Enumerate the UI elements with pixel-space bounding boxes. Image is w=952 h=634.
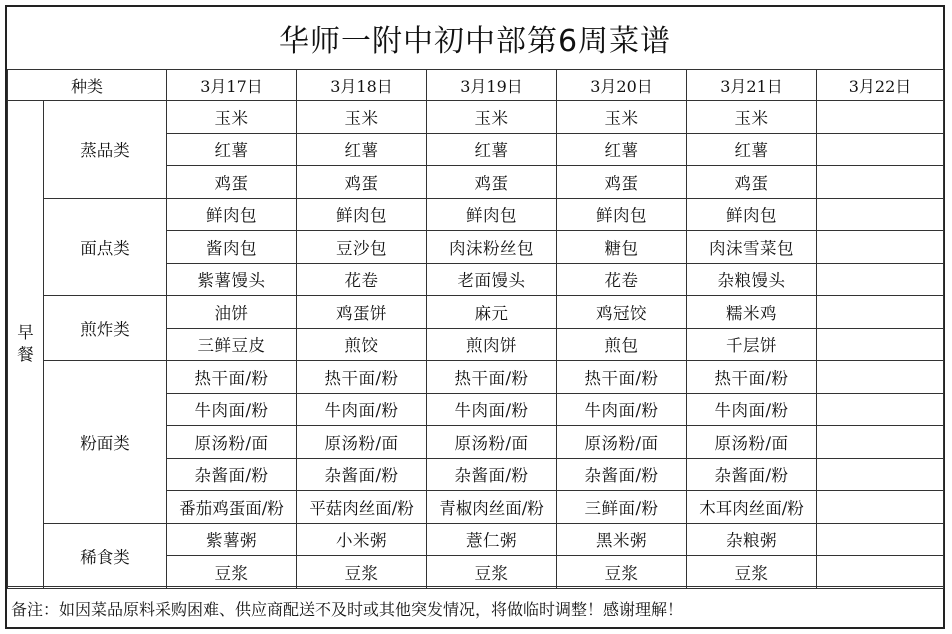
category-header: 种类: [8, 70, 167, 101]
dish-cell: [817, 101, 944, 134]
dish-cell: 红薯: [427, 133, 557, 166]
dish-cell: [817, 296, 944, 329]
dish-cell: 鸡蛋: [427, 166, 557, 199]
dish-cell: 原汤粉/面: [427, 426, 557, 459]
dish-cell: 热干面/粉: [167, 361, 297, 394]
dish-cell: 鸡蛋: [687, 166, 817, 199]
dish-cell: 紫薯馒头: [167, 263, 297, 296]
dish-cell: [817, 491, 944, 524]
dish-cell: 杂粮粥: [687, 523, 817, 556]
dish-cell: 鸡蛋: [557, 166, 687, 199]
dish-cell: [817, 166, 944, 199]
dish-cell: 杂酱面/粉: [427, 458, 557, 491]
date-header: 3月22日: [817, 70, 944, 101]
dish-cell: 黑米粥: [557, 523, 687, 556]
dish-cell: 热干面/粉: [687, 361, 817, 394]
dish-cell: 红薯: [167, 133, 297, 166]
date-header: 3月21日: [687, 70, 817, 101]
dish-cell: 牛肉面/粉: [167, 393, 297, 426]
dish-cell: 红薯: [557, 133, 687, 166]
dish-cell: 杂粮馒头: [687, 263, 817, 296]
dish-cell: 煎肉饼: [427, 328, 557, 361]
dish-cell: 肉沫雪菜包: [687, 231, 817, 264]
category-cell: 粉面类: [44, 361, 167, 524]
dish-cell: 杂酱面/粉: [167, 458, 297, 491]
dish-cell: [817, 458, 944, 491]
dish-cell: 红薯: [297, 133, 427, 166]
dish-cell: 豆浆: [557, 556, 687, 589]
dish-cell: [817, 393, 944, 426]
footnote: 备注：如因菜品原料采购困难、供应商配送不及时或其他突发情况，将做临时调整！感谢理解！: [7, 586, 943, 629]
dish-cell: 千层饼: [687, 328, 817, 361]
category-cell: 面点类: [44, 198, 167, 296]
dish-cell: 原汤粉/面: [687, 426, 817, 459]
dish-cell: 煎包: [557, 328, 687, 361]
meal-label-char: 餐: [17, 345, 34, 365]
menu-row: [8, 361, 944, 394]
dish-cell: 玉米: [297, 101, 427, 134]
dish-cell: 原汤粉/面: [557, 426, 687, 459]
dish-cell: 牛肉面/粉: [297, 393, 427, 426]
dish-cell: 杂酱面/粉: [557, 458, 687, 491]
dish-cell: 玉米: [687, 101, 817, 134]
dish-cell: 热干面/粉: [427, 361, 557, 394]
dish-cell: 牛肉面/粉: [557, 393, 687, 426]
menu-row: [8, 101, 944, 134]
dish-cell: [817, 426, 944, 459]
dish-cell: 热干面/粉: [297, 361, 427, 394]
category-cell: 蒸品类: [44, 101, 167, 199]
dish-cell: 鲜肉包: [427, 198, 557, 231]
dish-cell: 番茄鸡蛋面/粉: [167, 491, 297, 524]
menu-row: [8, 296, 944, 329]
menu-table: [7, 69, 944, 589]
dish-cell: 麻元: [427, 296, 557, 329]
dish-cell: 油饼: [167, 296, 297, 329]
dish-cell: 原汤粉/面: [167, 426, 297, 459]
category-cell: 煎炸类: [44, 296, 167, 361]
meal-label-char: 早: [17, 323, 34, 343]
menu-sheet: [5, 5, 945, 629]
date-header: 3月19日: [427, 70, 557, 101]
dish-cell: 鲜肉包: [687, 198, 817, 231]
dish-cell: [817, 263, 944, 296]
meal-label: [8, 101, 44, 589]
dish-cell: 豆浆: [427, 556, 557, 589]
dish-cell: 鸡蛋: [297, 166, 427, 199]
dish-cell: 糖包: [557, 231, 687, 264]
dish-cell: 鸡冠饺: [557, 296, 687, 329]
dish-cell: 杂酱面/粉: [687, 458, 817, 491]
date-header: 3月17日: [167, 70, 297, 101]
dish-cell: 老面馒头: [427, 263, 557, 296]
dish-cell: 薏仁粥: [427, 523, 557, 556]
header-row: [8, 70, 944, 101]
menu-row: [8, 523, 944, 556]
dish-cell: 鲜肉包: [557, 198, 687, 231]
dish-cell: 豆浆: [297, 556, 427, 589]
dish-cell: 豆浆: [687, 556, 817, 589]
dish-cell: 糯米鸡: [687, 296, 817, 329]
dish-cell: [817, 523, 944, 556]
dish-cell: 三鲜豆皮: [167, 328, 297, 361]
dish-cell: 杂酱面/粉: [297, 458, 427, 491]
dish-cell: 牛肉面/粉: [687, 393, 817, 426]
dish-cell: 平菇肉丝面/粉: [297, 491, 427, 524]
dish-cell: 牛肉面/粉: [427, 393, 557, 426]
dish-cell: 鸡蛋: [167, 166, 297, 199]
page-title: 华师一附中初中部第6周菜谱: [278, 24, 672, 59]
dish-cell: 玉米: [167, 101, 297, 134]
dish-cell: 热干面/粉: [557, 361, 687, 394]
dish-cell: 豆沙包: [297, 231, 427, 264]
dish-cell: 酱肉包: [167, 231, 297, 264]
dish-cell: 花卷: [297, 263, 427, 296]
category-cell: 稀食类: [44, 523, 167, 588]
dish-cell: [817, 328, 944, 361]
dish-cell: 玉米: [557, 101, 687, 134]
dish-cell: 三鲜面/粉: [557, 491, 687, 524]
dish-cell: 原汤粉/面: [297, 426, 427, 459]
dish-cell: 小米粥: [297, 523, 427, 556]
dish-cell: [817, 231, 944, 264]
dish-cell: [817, 361, 944, 394]
menu-body: [8, 101, 944, 589]
menu-row: [8, 198, 944, 231]
dish-cell: 鲜肉包: [167, 198, 297, 231]
dish-cell: 木耳肉丝面/粉: [687, 491, 817, 524]
dish-cell: 肉沫粉丝包: [427, 231, 557, 264]
dish-cell: 鲜肉包: [297, 198, 427, 231]
dish-cell: [817, 133, 944, 166]
dish-cell: 红薯: [687, 133, 817, 166]
dish-cell: 青椒肉丝面/粉: [427, 491, 557, 524]
date-header: 3月20日: [557, 70, 687, 101]
dish-cell: 紫薯粥: [167, 523, 297, 556]
dish-cell: 豆浆: [167, 556, 297, 589]
dish-cell: [817, 198, 944, 231]
date-header: 3月18日: [297, 70, 427, 101]
dish-cell: [817, 556, 944, 589]
dish-cell: 鸡蛋饼: [297, 296, 427, 329]
dish-cell: 花卷: [557, 263, 687, 296]
dish-cell: 煎饺: [297, 328, 427, 361]
dish-cell: 玉米: [427, 101, 557, 134]
